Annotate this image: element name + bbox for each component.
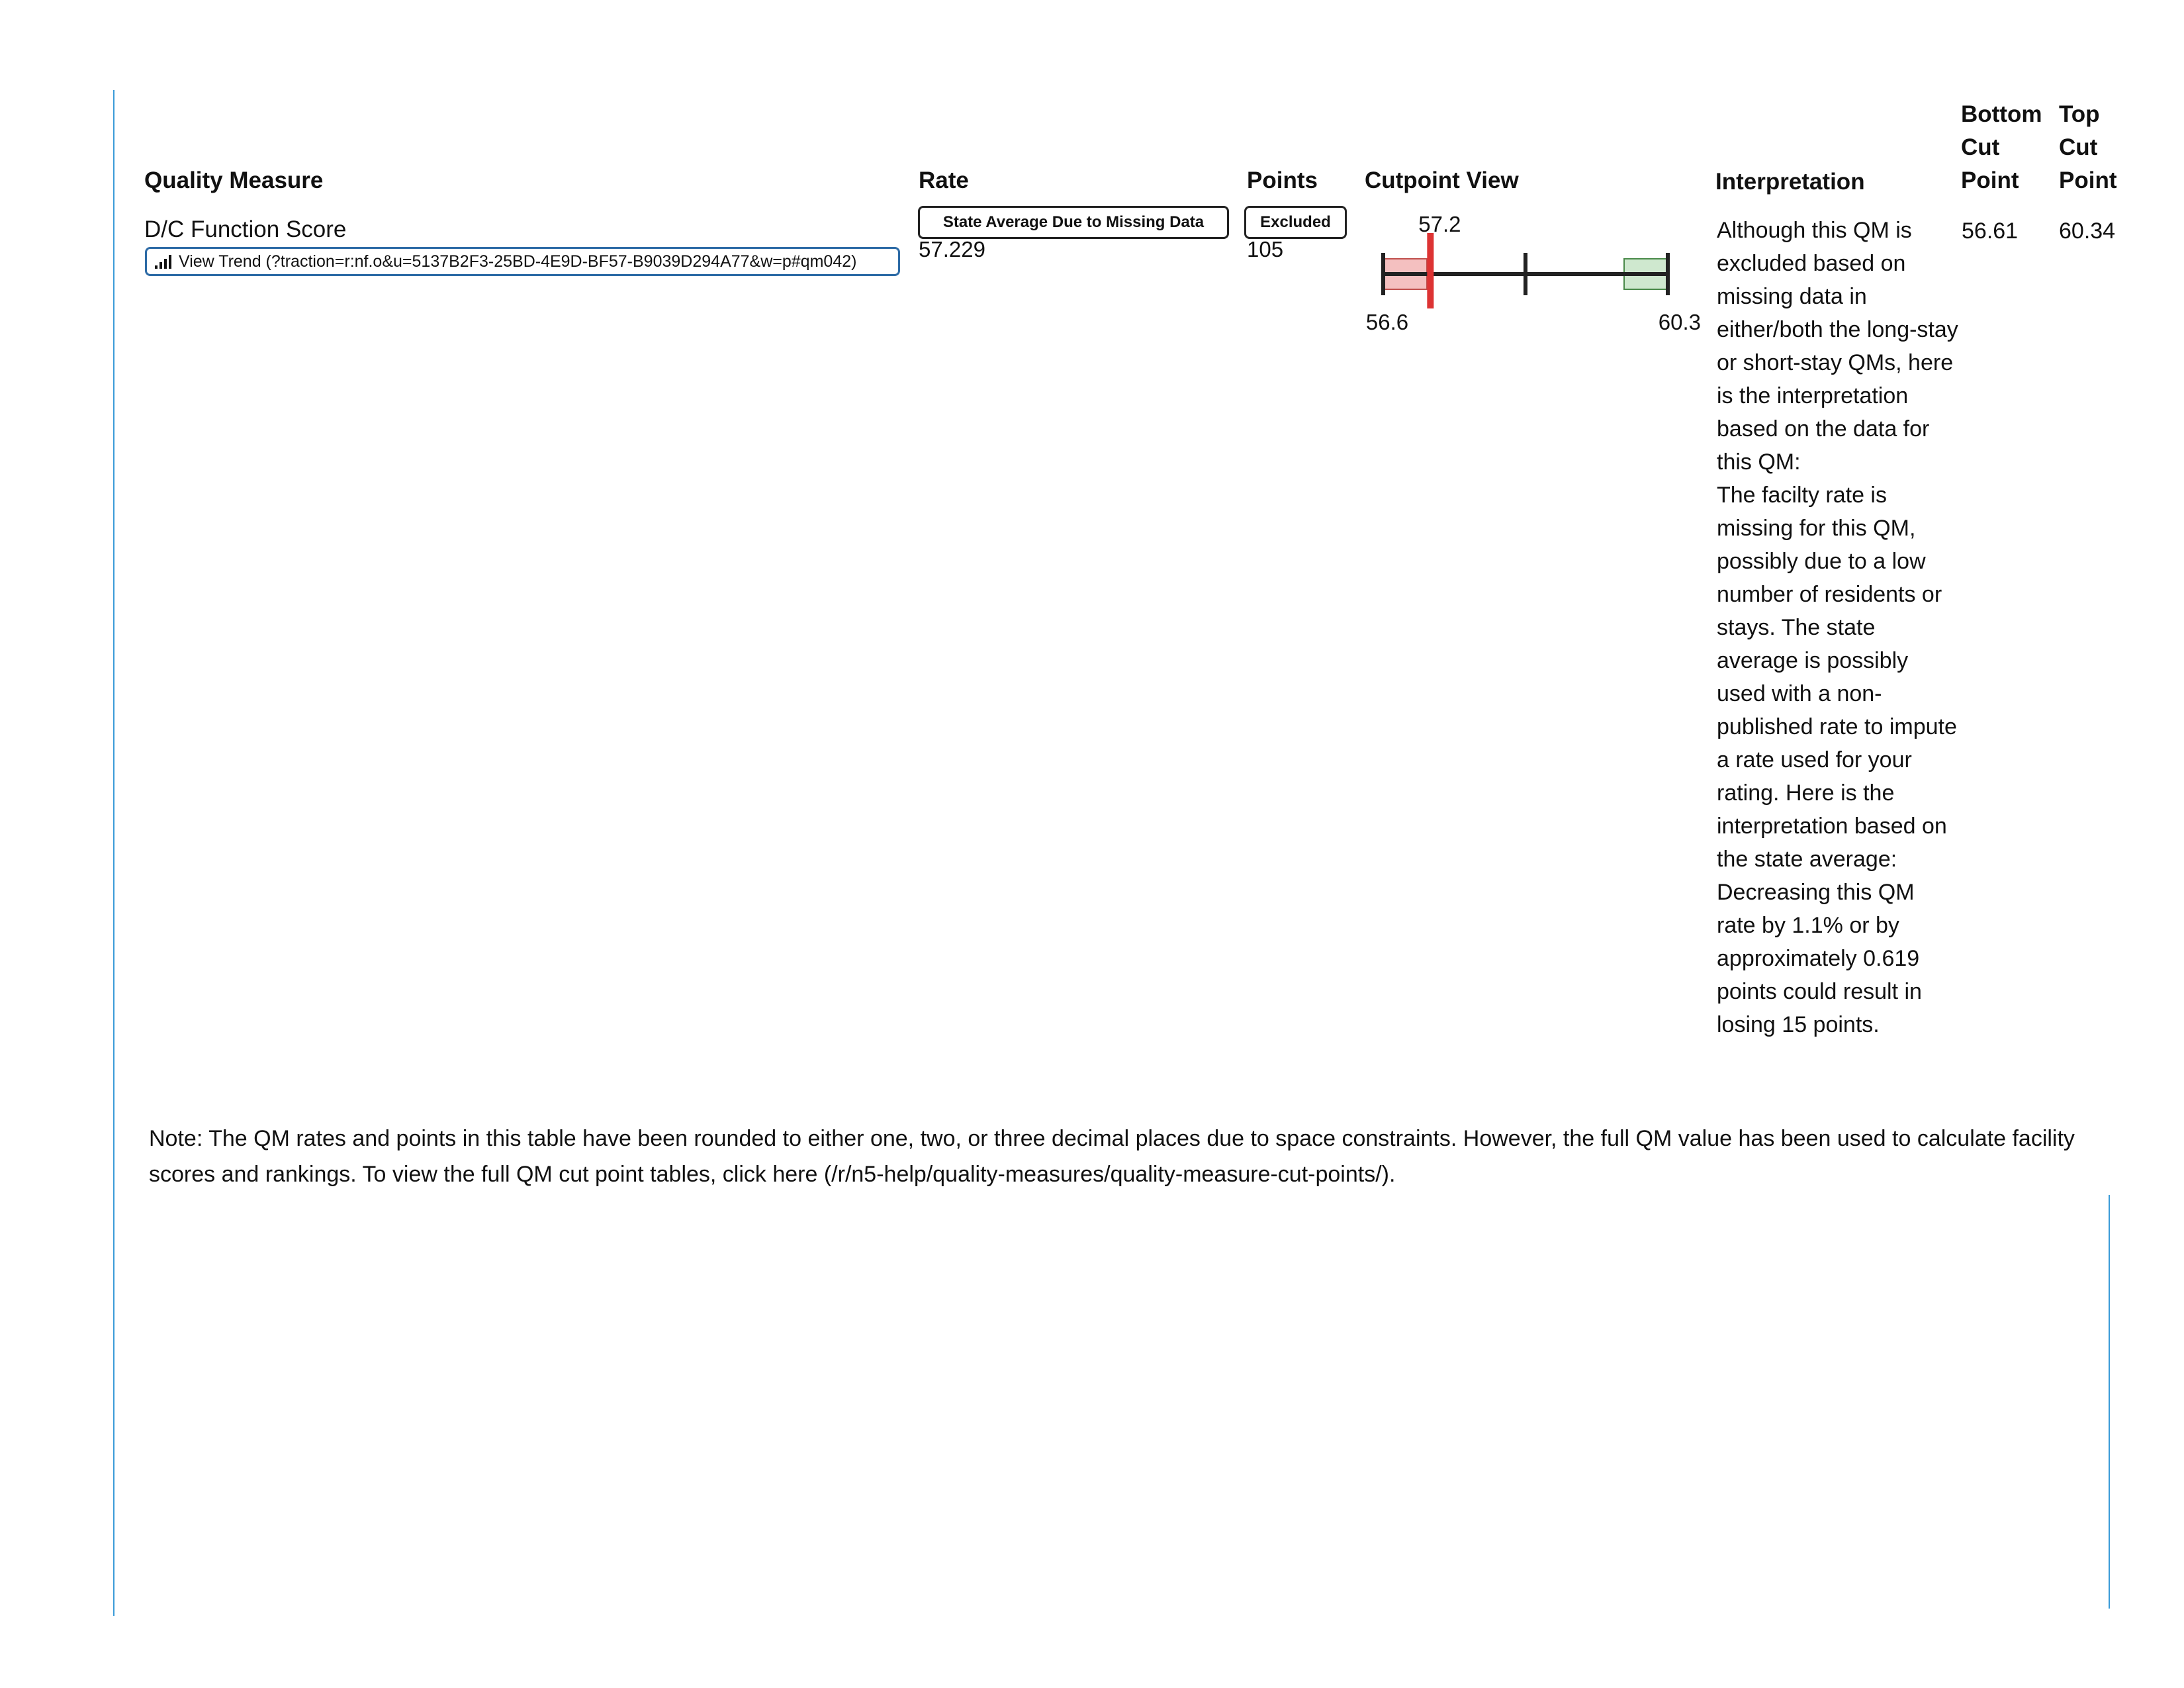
left-border-line [113,90,114,1616]
rate-value: 57.229 [919,237,985,261]
header-cutpoint-view: Cutpoint View [1365,167,1519,193]
header-interpretation: Interpretation [1715,169,1865,195]
points-status-badge: Excluded [1244,206,1347,239]
view-trend-button[interactable] [145,247,900,276]
rate-marker-label: 57.2 [1418,212,1461,236]
bar-chart-icon [155,254,173,269]
bottom-cut-point-value: 56.61 [1962,218,2019,244]
bottom-cut-label: 56.6 [1365,310,1409,334]
interpretation-text [1717,214,1958,1041]
footnote: Note: The QM rates and points in this table have been rounded to either one, two, or three decimal places due to space constraints. However, the full QM value has been used to calculate facility scores and rankings. To view the full QM cut point tables, click here (/r/n5-help/quality-measures/quality-measure-cut-points/). [149,1126,2075,1187]
interpretation-paragraph: The facilty rate is missing for this QM, possibly due to a low number of residents or stays. The state average is possibly used with a non-published rate to impute a rate used for your rating. Here is the interpretation based on the state average: [1717,483,1957,872]
header-top-cut-point: Top Cut Point [2059,101,2117,193]
interpretation-paragraph: Decreasing this QM rate by 1.1% or by approximately 0.619 points could result in losing 15 points. [1717,880,1922,1037]
cutpoint-chart [1357,209,1707,342]
interpretation-paragraph: Although this QM is excluded based on missing data in either/both the long-stay or short-stay QMs, here is the interpretation based on the data for this QM: [1717,218,1958,475]
rate-status-badge: State Average Due to Missing Data [918,206,1229,239]
right-border-line [2109,1195,2110,1609]
header-points: Points [1247,167,1318,193]
top-cut-point-value: 60.34 [2059,218,2116,244]
header-rate: Rate [919,167,969,193]
header-bottom-cut-point: Bottom Cut Point [1961,101,2042,193]
points-value: 105 [1247,237,1284,261]
header-quality-measure: Quality Measure [144,167,324,193]
view-trend-label: View Trend (?traction=r:nf.o&u=5137B2F3-25BD-4E9D-BF57-B9039D294A77&w=p#qm042) [179,252,857,271]
top-cut-label: 60.3 [1658,310,1701,334]
measure-name: D/C Function Score [144,216,347,242]
